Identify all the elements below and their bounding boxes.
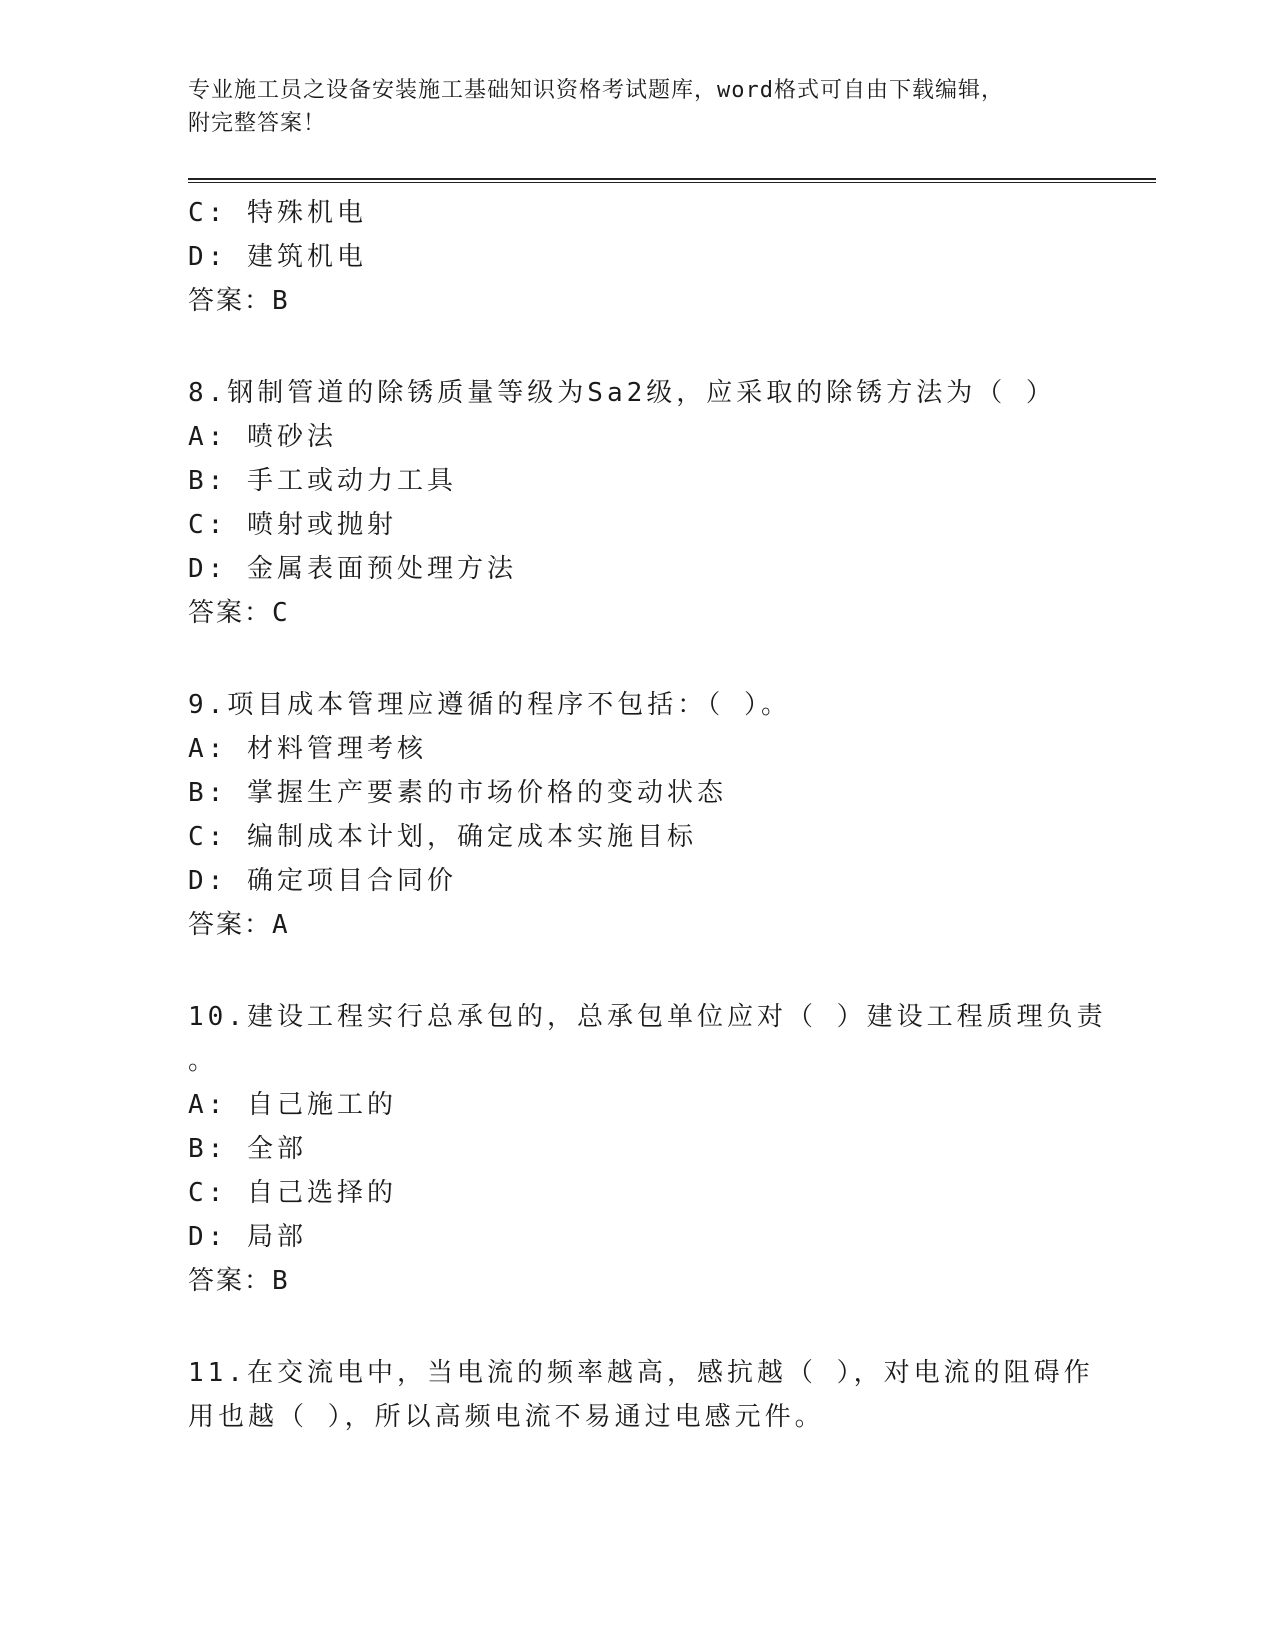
- prev-answer: 答案：B: [188, 286, 290, 316]
- q9-option-d: D: 确定项目合同价: [188, 866, 457, 896]
- q10-option-d: D: 局部: [188, 1222, 307, 1252]
- q10-question-line-2: 。: [188, 1046, 219, 1076]
- q10-question-line-1: 10.建设工程实行总承包的，总承包单位应对（ ）建设工程质理负责: [188, 1002, 1107, 1032]
- prev-option-d: D: 建筑机电: [188, 242, 367, 272]
- q9-option-c: C: 编制成本计划，确定成本实施目标: [188, 822, 697, 852]
- q10-option-c: C: 自己选择的: [188, 1178, 397, 1208]
- q11-question-line-1: 11.在交流电中，当电流的频率越高，感抗越（ ），对电流的阻碍作: [188, 1358, 1094, 1388]
- q10-option-b: B: 全部: [188, 1134, 307, 1164]
- header-divider: [188, 178, 1156, 183]
- prev-option-c: C: 特殊机电: [188, 198, 367, 228]
- q9-option-a: A: 材料管理考核: [188, 734, 427, 764]
- q11-question-line-2: 用也越（ ），所以高频电流不易通过电感元件。: [188, 1402, 825, 1432]
- header-line-1: 专业施工员之设备安装施工基础知识资格考试题库，word格式可自由下载编辑，: [188, 78, 1004, 103]
- document-header: [188, 74, 1088, 140]
- header-line-2: 附完整答案！: [188, 111, 327, 136]
- q9-question: 9.项目成本管理应遵循的程序不包括：（ ）。: [188, 690, 791, 720]
- q8-question: 8.钢制管道的除锈质量等级为Sa2级，应采取的除锈方法为（ ）: [188, 378, 1056, 408]
- q10-option-a: A: 自己施工的: [188, 1090, 397, 1120]
- q8-option-a: A: 喷砂法: [188, 422, 337, 452]
- q10-answer: 答案：B: [188, 1266, 290, 1296]
- q8-option-c: C: 喷射或抛射: [188, 510, 397, 540]
- q9-answer: 答案：A: [188, 910, 290, 940]
- q8-option-b: B: 手工或动力工具: [188, 466, 457, 496]
- q8-answer: 答案：C: [188, 598, 290, 628]
- q9-option-b: B: 掌握生产要素的市场价格的变动状态: [188, 778, 727, 808]
- q8-option-d: D: 金属表面预处理方法: [188, 554, 517, 584]
